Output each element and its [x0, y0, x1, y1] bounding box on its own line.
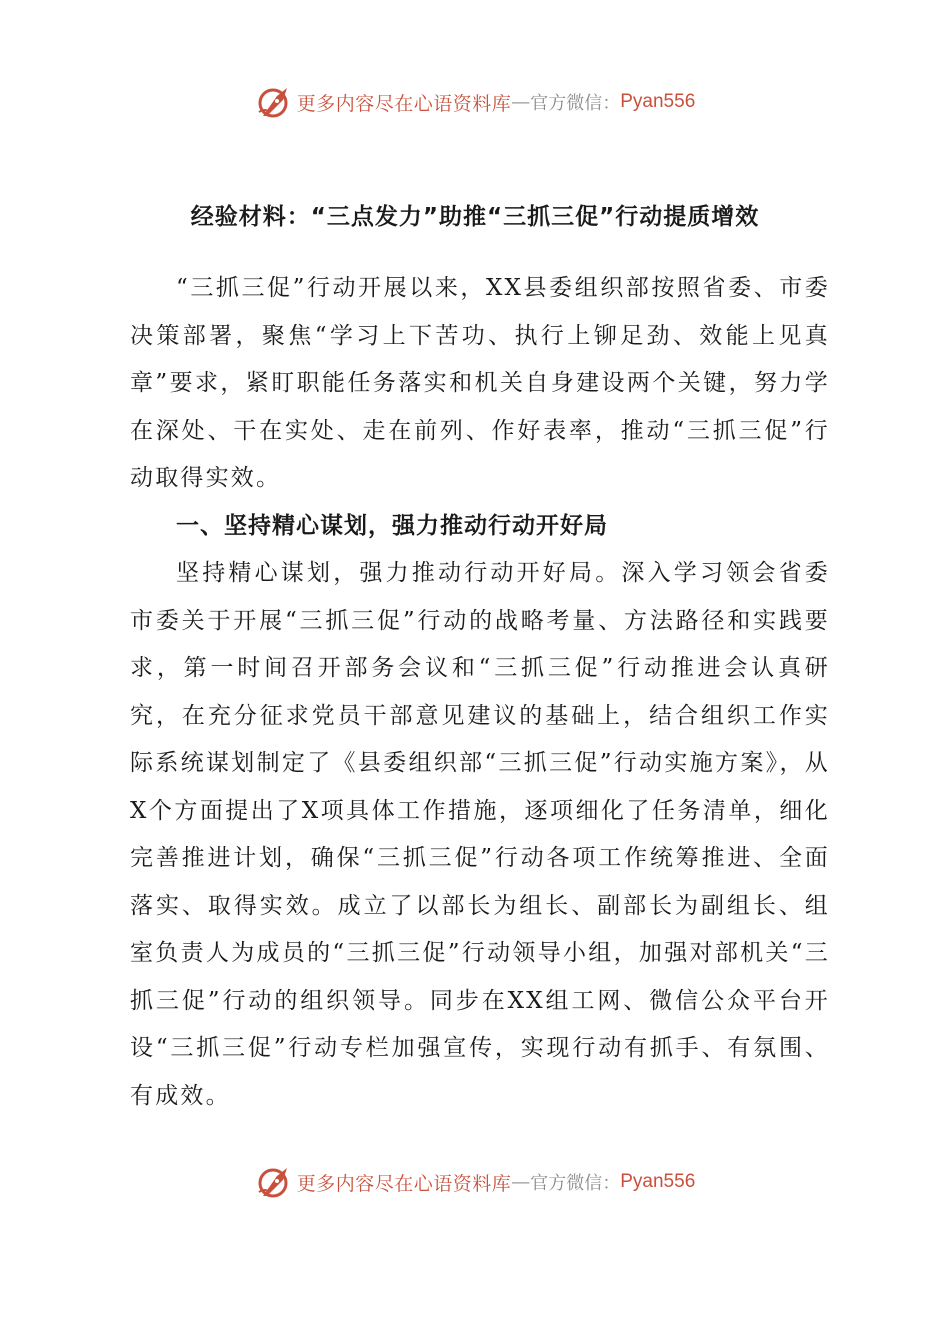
banner-wechat-id: Pyan556	[620, 1171, 696, 1192]
intro-paragraph: “三抓三促”行动开展以来，XX县委组织部按照省委、市委决策部署，聚焦“学习上下苦功、执行上铆足劲、效能上见真章”要求，紧盯职能任务落实和机关自身建设两个关键，努力学在深处、干在实处、走在前列、作好表率，推动“三抓三促”行动取得实效。	[130, 275, 830, 491]
section-paragraph: 坚持精心谋划，强力推动行动开好局。深入学习领会省委市委关于开展“三抓三促”行动的战略考量、方法路径和实践要求，第一时间召开部务会议和“三抓三促”行动推进会认真研究，在充分征求党员干部意见建议的基础上，结合组织工作实际系统谋划制定了《县委组织部“三抓三促”行动实施方案》，从X个方面提出了X项具体工作措施，逐项细化了任务清单，细化完善推进计划，确保“三抓三促”行动各项工作统筹推进、全面落实、取得实效。成立了以部长为组长、副部长为副组长、组室负责人为成员的“三抓三促”行动领导小组，加强对部机关“三抓三促”行动的组织领导。同步在XX组工网、微信公众平台开设“三抓三促”行动专栏加强宣传，实现行动有抓手、有氛围、有成效。	[130, 560, 830, 1109]
banner-text: 更多内容尽在心语资料库	[296, 1172, 512, 1195]
document-body	[130, 265, 830, 1120]
banner-wechat-label: 官方微信：	[530, 93, 621, 114]
header-banner	[0, 80, 950, 124]
footer-banner	[0, 1160, 950, 1204]
banner-wechat-label: 官方微信：	[530, 1173, 621, 1194]
section-heading: 一、坚持精心谋划，强力推动行动开好局	[176, 512, 608, 539]
banner-separator: —	[511, 91, 531, 113]
document-title: 经验材料：“三点发力”助推“三抓三促”行动提质增效	[190, 204, 760, 230]
pen-nib-logo-icon	[255, 1162, 295, 1202]
banner-wechat-id: Pyan556	[620, 91, 696, 112]
banner-separator: —	[511, 1171, 531, 1193]
pen-nib-logo-icon	[255, 82, 295, 122]
banner-text: 更多内容尽在心语资料库	[296, 92, 512, 115]
